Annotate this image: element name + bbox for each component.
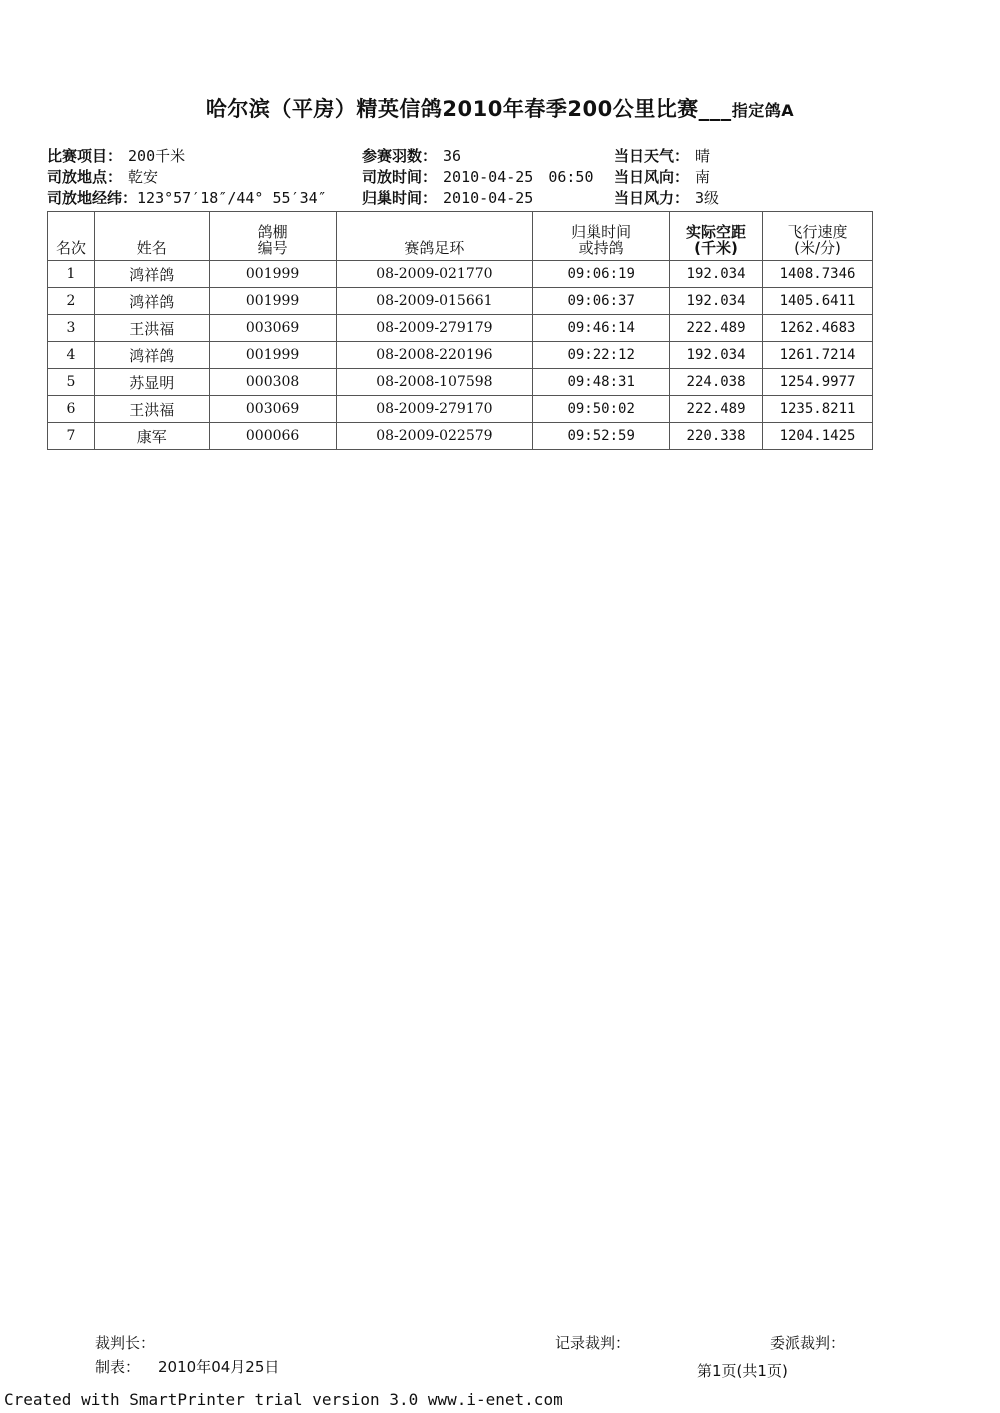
- cell-rank: 7: [48, 423, 95, 450]
- entries-label: 参赛羽数：: [362, 147, 438, 165]
- cell-loft: 001999: [209, 342, 336, 369]
- info-entries: [362, 145, 461, 166]
- cell-time: 09:48:31: [533, 369, 670, 396]
- cell-distance: 192.034: [670, 288, 763, 315]
- results-table: [47, 211, 873, 450]
- cell-rank: 4: [48, 342, 95, 369]
- table-row: [48, 396, 873, 423]
- col-speed-header: 飞行速度 (米/分): [763, 212, 873, 261]
- cell-ring: 08-2009-021770: [336, 261, 533, 288]
- info-event: [47, 145, 185, 166]
- cell-loft: 003069: [209, 396, 336, 423]
- info-weather: [614, 145, 710, 166]
- col-rank-header: 名次: [48, 212, 95, 261]
- weather-label: 当日天气：: [614, 147, 690, 165]
- wind-force-label: 当日风力：: [614, 189, 690, 207]
- cell-name: 康军: [94, 423, 209, 450]
- event-value: 200千米: [128, 147, 186, 165]
- cell-loft: 000308: [209, 369, 336, 396]
- release-place-value: 乾安: [128, 168, 159, 186]
- cell-name: 王洪福: [94, 396, 209, 423]
- wind-direction-value: 南: [695, 168, 711, 186]
- table-row: [48, 288, 873, 315]
- cell-speed: 1262.4683: [763, 315, 873, 342]
- coordinates-label: 司放地经纬：: [47, 189, 138, 207]
- wind-direction-label: 当日风向：: [614, 168, 690, 186]
- cell-name: 鸿祥鸽: [94, 288, 209, 315]
- cell-ring: 08-2009-279179: [336, 315, 533, 342]
- release-time-label: 司放时间：: [362, 168, 438, 186]
- table-header-row: [48, 212, 873, 261]
- cell-ring: 08-2009-022579: [336, 423, 533, 450]
- cell-distance: 222.489: [670, 315, 763, 342]
- cell-rank: 5: [48, 369, 95, 396]
- event-label: 比赛项目：: [47, 147, 123, 165]
- title-main: 哈尔滨（平房）精英信鸽2010年春季200公里比赛___: [205, 97, 732, 121]
- info-release-place: [47, 166, 158, 187]
- page-number: 第1页(共1页): [697, 1362, 788, 1380]
- recorder-label: 记录裁判：: [555, 1334, 631, 1352]
- cell-ring: 08-2008-220196: [336, 342, 533, 369]
- cell-name: 苏显明: [94, 369, 209, 396]
- col-ring-header: 赛鸽足环: [336, 212, 533, 261]
- col-distance-header: 实际空距 (千米): [670, 212, 763, 261]
- cell-speed: 1405.6411: [763, 288, 873, 315]
- page-title: [0, 93, 1000, 123]
- cell-rank: 6: [48, 396, 95, 423]
- cell-distance: 192.034: [670, 261, 763, 288]
- return-time-label: 归巢时间：: [362, 189, 438, 207]
- wind-force-value: 3级: [695, 189, 720, 207]
- release-place-label: 司放地点：: [47, 168, 123, 186]
- table-row: [48, 261, 873, 288]
- cell-name: 鸿祥鸽: [94, 261, 209, 288]
- table-row: [48, 369, 873, 396]
- cell-name: 王洪福: [94, 315, 209, 342]
- col-name-header: 姓名: [94, 212, 209, 261]
- cell-rank: 2: [48, 288, 95, 315]
- cell-ring: 08-2008-107598: [336, 369, 533, 396]
- cell-speed: 1204.1425: [763, 423, 873, 450]
- weather-value: 晴: [695, 147, 711, 165]
- chief-judge-label: 裁判长：: [95, 1334, 156, 1352]
- table-row: [48, 423, 873, 450]
- cell-time: 09:06:19: [533, 261, 670, 288]
- cell-loft: 001999: [209, 261, 336, 288]
- cell-speed: 1408.7346: [763, 261, 873, 288]
- watermark-text: Created with SmartPrinter trial version 3.0 www.i-enet.com: [4, 1390, 563, 1409]
- cell-speed: 1261.7214: [763, 342, 873, 369]
- info-return-time: [362, 187, 533, 208]
- cell-ring: 08-2009-015661: [336, 288, 533, 315]
- cell-name: 鸿祥鸽: [94, 342, 209, 369]
- release-time-value: 2010-04-25 06:50: [443, 168, 594, 186]
- cell-distance: 192.034: [670, 342, 763, 369]
- cell-rank: 1: [48, 261, 95, 288]
- cell-loft: 000066: [209, 423, 336, 450]
- entries-value: 36: [443, 147, 462, 165]
- cell-loft: 001999: [209, 288, 336, 315]
- prepared-by: [95, 1356, 279, 1377]
- table-row: [48, 342, 873, 369]
- info-release-time: [362, 166, 593, 187]
- info-coordinates: [47, 187, 327, 208]
- cell-time: 09:22:12: [533, 342, 670, 369]
- col-time-header: 归巢时间 或持鸽: [533, 212, 670, 261]
- info-wind-force: [614, 187, 719, 208]
- prepared-date: 2010年04月25日: [158, 1358, 280, 1376]
- delegate-judge-label: 委派裁判：: [770, 1334, 846, 1352]
- table-row: [48, 315, 873, 342]
- cell-speed: 1254.9977: [763, 369, 873, 396]
- coordinates-value: 123°57′18″/44° 55′34″: [137, 189, 327, 207]
- cell-ring: 08-2009-279170: [336, 396, 533, 423]
- cell-distance: 224.038: [670, 369, 763, 396]
- cell-distance: 220.338: [670, 423, 763, 450]
- cell-time: 09:46:14: [533, 315, 670, 342]
- cell-time: 09:06:37: [533, 288, 670, 315]
- col-loft-header: 鸽棚 编号: [209, 212, 336, 261]
- title-sub: 指定鸽A: [731, 101, 795, 120]
- cell-speed: 1235.8211: [763, 396, 873, 423]
- cell-time: 09:50:02: [533, 396, 670, 423]
- cell-rank: 3: [48, 315, 95, 342]
- cell-time: 09:52:59: [533, 423, 670, 450]
- cell-distance: 222.489: [670, 396, 763, 423]
- info-wind-direction: [614, 166, 710, 187]
- prepared-label: 制表：: [95, 1358, 141, 1376]
- return-time-value: 2010-04-25: [443, 189, 534, 207]
- cell-loft: 003069: [209, 315, 336, 342]
